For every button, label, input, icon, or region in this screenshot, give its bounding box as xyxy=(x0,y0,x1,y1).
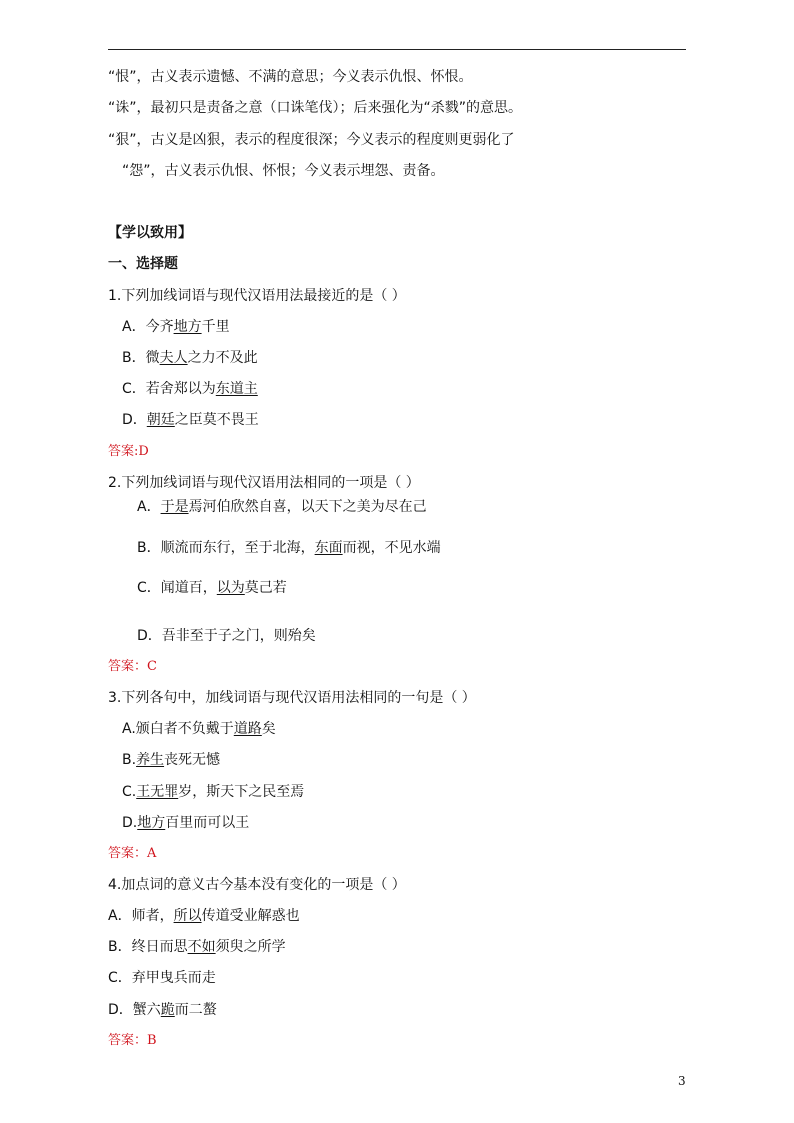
question-3-option-d: D.地方百里而可以王 xyxy=(122,815,250,831)
question-3-answer: 答案：A xyxy=(108,846,157,861)
question-4-option-c: C．弃甲曳兵而走 xyxy=(108,970,216,986)
question-1-stem: 1.下列加线词语与现代汉语用法最接近的是（ ） xyxy=(108,288,406,304)
question-1-answer: 答案:D xyxy=(108,444,149,459)
question-4-stem: 4.加点词的意义古今基本没有变化的一项是（ ） xyxy=(108,877,406,893)
question-2-option-b: B．顺流而东行，至于北海，东面而视，不见水端 xyxy=(137,540,441,556)
note-4: “怨”，古义表示仇恨、怀恨；今义表示埋怨、责备。 xyxy=(122,163,445,179)
question-1-option-d: D．朝廷之臣莫不畏王 xyxy=(122,412,259,428)
question-3-option-c: C.王无罪岁，斯天下之民至焉 xyxy=(122,784,305,800)
question-2-option-d: D．吾非至于子之门，则殆矣 xyxy=(137,628,316,644)
header-rule xyxy=(108,49,686,50)
question-2-stem: 2.下列加线词语与现代汉语用法相同的一项是（ ） xyxy=(108,475,420,491)
question-3-option-a: A.颁白者不负戴于道路矣 xyxy=(122,721,276,737)
subsection-title: 一、选择题 xyxy=(108,256,178,272)
question-4-option-a: A．师者，所以传道受业解惑也 xyxy=(108,908,300,924)
question-1-option-a: A．今齐地方千里 xyxy=(122,319,230,335)
question-4-option-d: D．蟹六跪而二螯 xyxy=(108,1002,217,1018)
question-2-option-c: C．闻道百，以为莫己若 xyxy=(137,580,287,596)
question-2-answer: 答案：C xyxy=(108,659,157,674)
question-4-answer: 答案：B xyxy=(108,1033,157,1048)
question-1-option-b: B．微夫人之力不及此 xyxy=(122,350,258,366)
note-1: “恨”，古义表示遗憾、不满的意思；今义表示仇恨、怀恨。 xyxy=(108,69,473,85)
note-3: “狠”，古义是凶狠，表示的程度很深；今义表示的程度则更弱化了 xyxy=(108,132,515,148)
question-4-option-b: B．终日而思不如须臾之所学 xyxy=(108,939,286,955)
question-3-option-b: B.养生丧死无憾 xyxy=(122,752,221,768)
question-1-option-c: C．若舍郑以为东道主 xyxy=(122,381,258,397)
question-3-stem: 3.下列各句中，加线词语与现代汉语用法相同的一句是（ ） xyxy=(108,690,476,706)
section-title: 【学以致用】 xyxy=(108,225,192,241)
note-2: “诛”，最初只是责备之意（口诛笔伐）；后来强化为“杀戮”的意思。 xyxy=(108,100,523,116)
question-2-option-a: A．于是焉河伯欣然自喜，以天下之美为尽在己 xyxy=(137,499,427,515)
page-number: 3 xyxy=(678,1074,686,1088)
